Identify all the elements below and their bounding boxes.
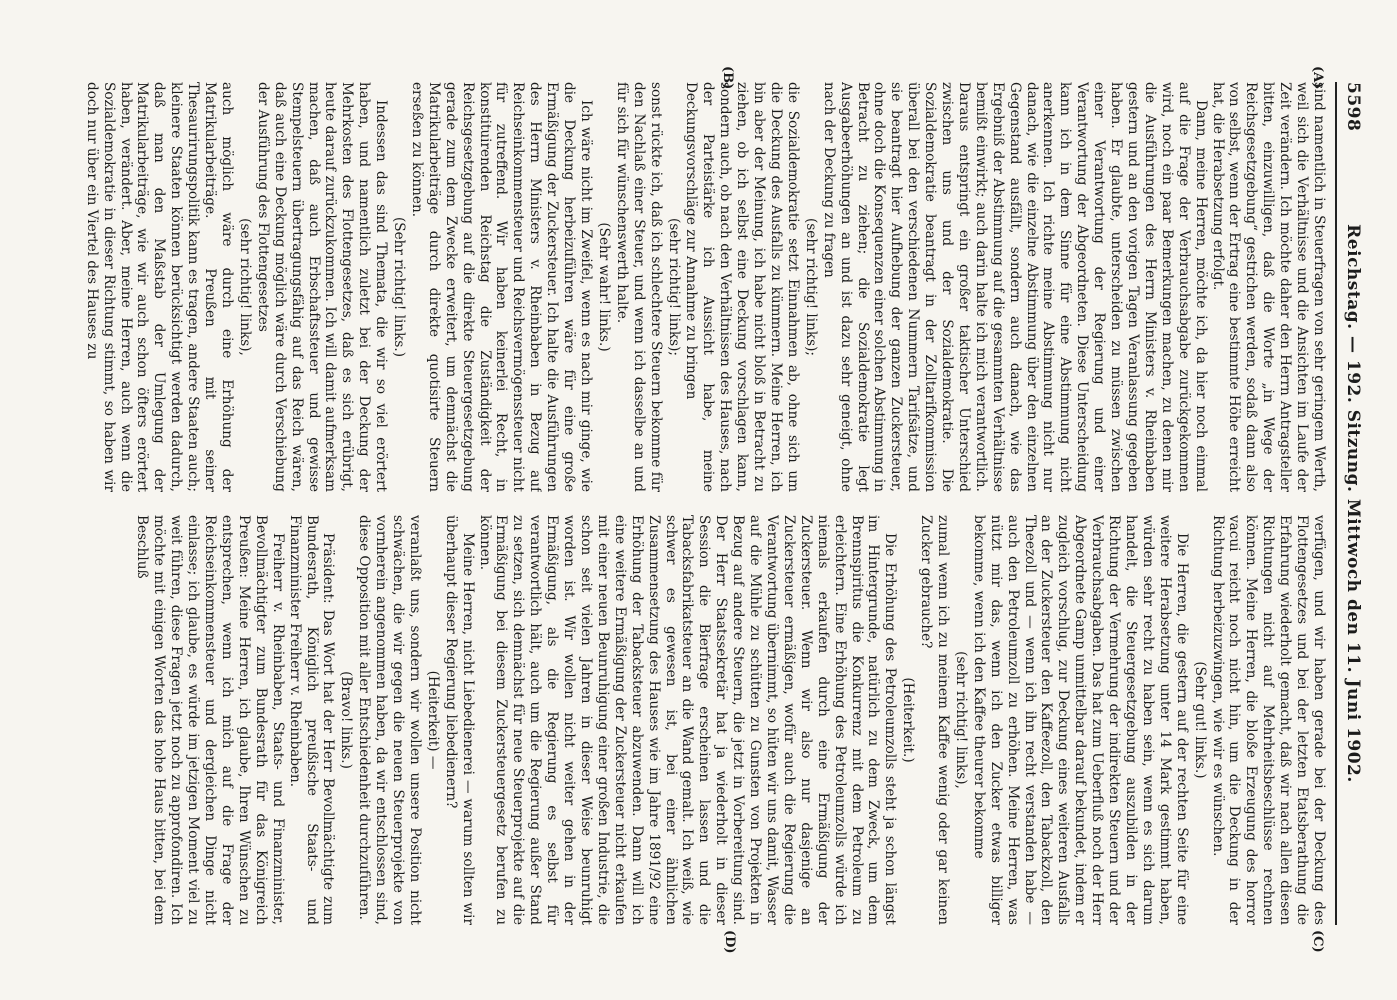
- interjection: (Sehr gut! links.): [1191, 661, 1208, 779]
- margin-marker-d: (D): [722, 930, 737, 954]
- paragraph: Meine Herren, nicht Liebedienerei — warum sollten wir überhaupt dieser Regierung liebedienern?: [442, 515, 476, 925]
- interjection: (sehr richtig! links);: [802, 218, 819, 356]
- margin-marker-a: (A): [1310, 66, 1325, 89]
- page-number: 5598: [1343, 82, 1363, 132]
- paragraph: Präsident: Das Wort hat der Herr Bevollmächtigte zum Bundesrath, Königlich preußische Staats- und Finanzminister Freiherr v. Rheinbaben.: [286, 515, 337, 925]
- interjection: (sehr richtig! links),: [952, 651, 969, 789]
- page-header: [1335, 82, 1369, 925]
- paragraph: Freiherr v. Rheinbaben, Staats- und Finanzminister, Bevollmächtigter zum Bundesrath für das Königreich Preußen: Meine Herren, ich glaube, Ihren Wünschen zu entsprechen, wenn ich mich auf die Frage der Reichseinkommensteuer und dergleichen Dinge nicht einlasse; ich glaube, es würde im jetzigen Moment viel zu weit führen, diese Fragen jetzt noch zu approfondiren. Ich möchte mit einigen Worten das hohe Haus bitten, bei dem Beschluß: [134, 515, 286, 925]
- interjection: (Bravo! links.): [338, 671, 355, 769]
- margin-marker-b: (B): [720, 66, 735, 90]
- paragraph: sind namentlich in Steuerfragen von sehr geringem Werth, weil sich die Verhältnisse und die Ansichten im Laufe der Zeit verändern. Ich möchte daher den Herrn Antragsteller bitten, einzuwilligen, daß die Worte „in Wege der Reichsgesetzgebung“ gestrichen werden, sodaß dann also von selbst, wenn der Ertrag eine bestimmte Höhe erreicht hat, die Herabsetzung erfolgt.: [1209, 82, 1327, 492]
- paragraph: verfügen, und wir haben gerade bei der Deckung des Flottengesetzes und bei der letzten Etatsberathung die Erfahrung wiederholt gemacht, daß wir nach allen diesen Richtungen nicht auf Mehrheitsbeschlüsse rechnen können. Meine Herren, die bloße Erzeugung des horror vacui reicht noch nicht hin, um die Deckung in der Richtung herbeizuzwingen, wie wir es wünschen.: [1209, 515, 1327, 925]
- left-column: [7, 82, 1327, 492]
- interjection: (Heiterkeit.): [900, 677, 917, 763]
- interjection: (Sehr richtig! links.): [391, 216, 408, 358]
- header-title: Reichstag. — 192. Sitzung. Mittwoch den 11. Juni 1902.: [1343, 224, 1363, 783]
- paragraph: Die Herren, die gestern auf der rechten Seite für eine weitere Herabsetzung unter 14 Mark gestimmt haben, würden sehr recht zu haben sein, wenn es sich darum handelt, die Steuergesetzgebung auszubilden in der Richtung der Vermehrung der indirekten Steuern und der Verbrauchsabgaben. Das hat zum Ueberfluß noch der Herr Abgeordnete Gamp unmittelbar darauf bekundet, indem er zugleich vorschlug, zur Deckung eines weiteren Ausfalls an der Zuckersteuer den Kaffeezoll, den Tabackzoll, den Theezoll und — wenn ich ihn recht verstanden habe — auch den Petroleumzoll zu erhöhen. Meine Herren, was nützt mir das, wenn ich den Zucker etwas billiger bekomme, wenn ich den Kaffee theurer bekomme: [970, 515, 1190, 925]
- right-column: [7, 515, 1327, 925]
- paragraph: veranlaßt uns, sondern wir wollen unsere Position nicht schwächen, die wir gegen die neuen Steuerprojekte von vornherein angenommen haben, da wir entschlossen sind, diese Opposition mit aller Entschiedenheit durchzuführen.: [356, 515, 423, 925]
- paragraph: Dann, meine Herren, möchte ich, da hier noch einmal auf die Frage der Verbrauchsabgabe zurückgekommen wird, noch ein paar Bemerkungen machen, zu denen mir die Ausführungen des Herrn Ministers v. Rheinbaben gestern und an den vorigen Tagen Veranlassung gegeben haben. Er glaubte, unterscheiden zu müssen zwischen einer Verantwortung der Regierung und einer Verantwortung der Abgeordneten. Diese Unterscheidung kann ich in dem Sinne für eine Abstimmung nicht anerkennen. Ich richte meine Abstimmung nicht nur danach, wie die einzelne Abstimmung über den einzelnen Gegenstand ausfällt, sondern auch danach, wie das Ergebniß der Abstimmung auf die gesammten Verhältnisse bemißt einwirkt; auch darin halte ich mich verantwortlich. Daraus entspringt ein großer taktischer Unterschied zwischen uns und der Sozialdemokratie. Die Sozialdemokratie beantragt in der Zolltarifkommission überall bei den verschiedenen Nummern Tarifsätze, und sie beantragt hier Aufhebung der ganzen Zuckersteuer, ohne doch die Konsequenzen einer solchen Abstimmung in Betracht zu ziehen; die Sozialdemokratie legt Ausgabeerhöhungen an und ist dazu sehr geneigt, ohne nach der Deckung zu fragen: [820, 82, 1209, 492]
- interjection: (Sehr wahr! links.): [595, 222, 612, 352]
- interjection: (Heiterkeit) —: [424, 670, 441, 770]
- paragraph: Ich wäre nicht im Zweifel, wenn es nach mir ginge, wie die Deckung herbeizuführen wäre für eine große Ermäßigung der Zuckersteuer. Ich halte die Ausführungen des Herrn Ministers v. Rheinbaben in Bezug auf Reichseinkommensteuer und Reichsvermögenssteuer nicht für zutreffend. Wir haben keinerlei Recht, in konstituirenden Reichstag die Zuständigkeit der Reichsgesetzgebung auf die direkte Steuergesetzgebung gerade zum dem Zwecke erweitert, um demnächst die Matrikularbeiträge durch direkte quotisirte Steuern erseßen zu können.: [408, 82, 595, 492]
- margin-marker-c: (C): [1310, 930, 1325, 953]
- paragraph: sonst rückte ich, daß ich schlechtere Steuern bekomme für den Nachlaß einer Steuer, und wenn ich dasselbe an und für sich für wünschenswerth halte.: [613, 82, 664, 492]
- paragraph: die Sozialdemokratie setzt Einnahmen ab, ohne sich um die Deckung des Ausfalls zu kümmern. Meine Herren, ich bin aber der Meinung, ich habe nicht bloß in Betracht zu ziehen, ob ich selbst eine Deckung vorschlagen kann, sondern auch, ob nach den Verhältnissen des Hauses, nach der Parteistärke ich Aussicht habe, meine Deckungsvorschläge zur Annahme zu bringen: [683, 82, 801, 492]
- paragraph: zumal wenn ich zu meinem Kaffee wenig oder gar keinen Zucker gebrauche?: [918, 515, 952, 925]
- paragraph: auch möglich wäre durch eine Erhöhung der Matrikularbeiträge. Preußen mit seiner Thesaurirungspolitik kann es tragen, andere Staaten auch; kleinere Staaten können berücksichtigt werden dadurch, daß man den Maßstab der Umlegung der Matrikularbeiträge, wie wir auch schon öfters erörtert haben, verändert. Aber, meine Herren, auch wenn die Sozialdemokratie in dieser Richtung stimmt, so haben wir doch nur über ein Viertel des Hauses zu: [83, 82, 235, 492]
- interjection: (sehr richtig! links);: [665, 218, 682, 356]
- paragraph: Indessen das sind Themata, die wir so viel erörtert haben, und namentlich zuletzt bei der Deckung der Mehrkosten des Flottengesetzes, daß es sich erübrigt, heute darauf zurückzukommen. Ich will damit aufmerksam machen, daß auch Erbschaftssteuer und gewisse Stempelsteuern übertragungsfähig auf das Reich wären, daß auch eine Deckung möglich wäre durch Verschiebung der Ausführung des Flottengesetzes: [254, 82, 390, 492]
- interjection: (sehr richtig! links),: [236, 218, 253, 356]
- paragraph: Die Erhöhung des Petroleumzolls steht ja schon längst im Hintergrunde, natürlich zu dem Zweck, um dem Brennspiritus die Konkurrenz mit dem Petroleum zu erleichtern. Eine Erhöhung des Petroleumzolls würde ich niemals erkaufen durch eine Ermäßigung der Zuckersteuer. Wenn wir also nur dasjenige an Zuckersteuer ermäßigen, wofür auch die Regierung die Verantwortung übernimmt, so hüten wir uns damit, Wasser auf die Mühle zu schütten zu Gunsten von Projekten in Bezug auf andere Steuern, die jetzt in Vorbereitung sind. Der Herr Staatssekretär hat ja wiederholt in dieser Session die Bierfrage erscheinen lassen und die Tabacksfabrikatsteuer an die Wand gemalt. Ich weiß, wie schwer es gewesen ist, bei einer ähnlichen Zusammensetzung des Hauses wie im Jahre 1891/92 eine Erhöhung der Tabacksteuer abzuwenden. Dann will ich eine weitere Ermäßigung der Zuckersteuer nicht erkaufen mit einer neuen Beunruhigung einer großen Industrie, die schon seit vielen Jahren in dieser Weise beunruhigt worden ist. Wir wollen nicht weiter gehen in der Ermäßigung, als die Regierung es selbst für verantwortlich hält, auch um die Regierung außer Stand zu setzen, sich demnächst für neue Steuerprojekte auf die Ermäßigung bei diesem Zuckersteuergesetz berufen zu können.: [476, 515, 899, 925]
